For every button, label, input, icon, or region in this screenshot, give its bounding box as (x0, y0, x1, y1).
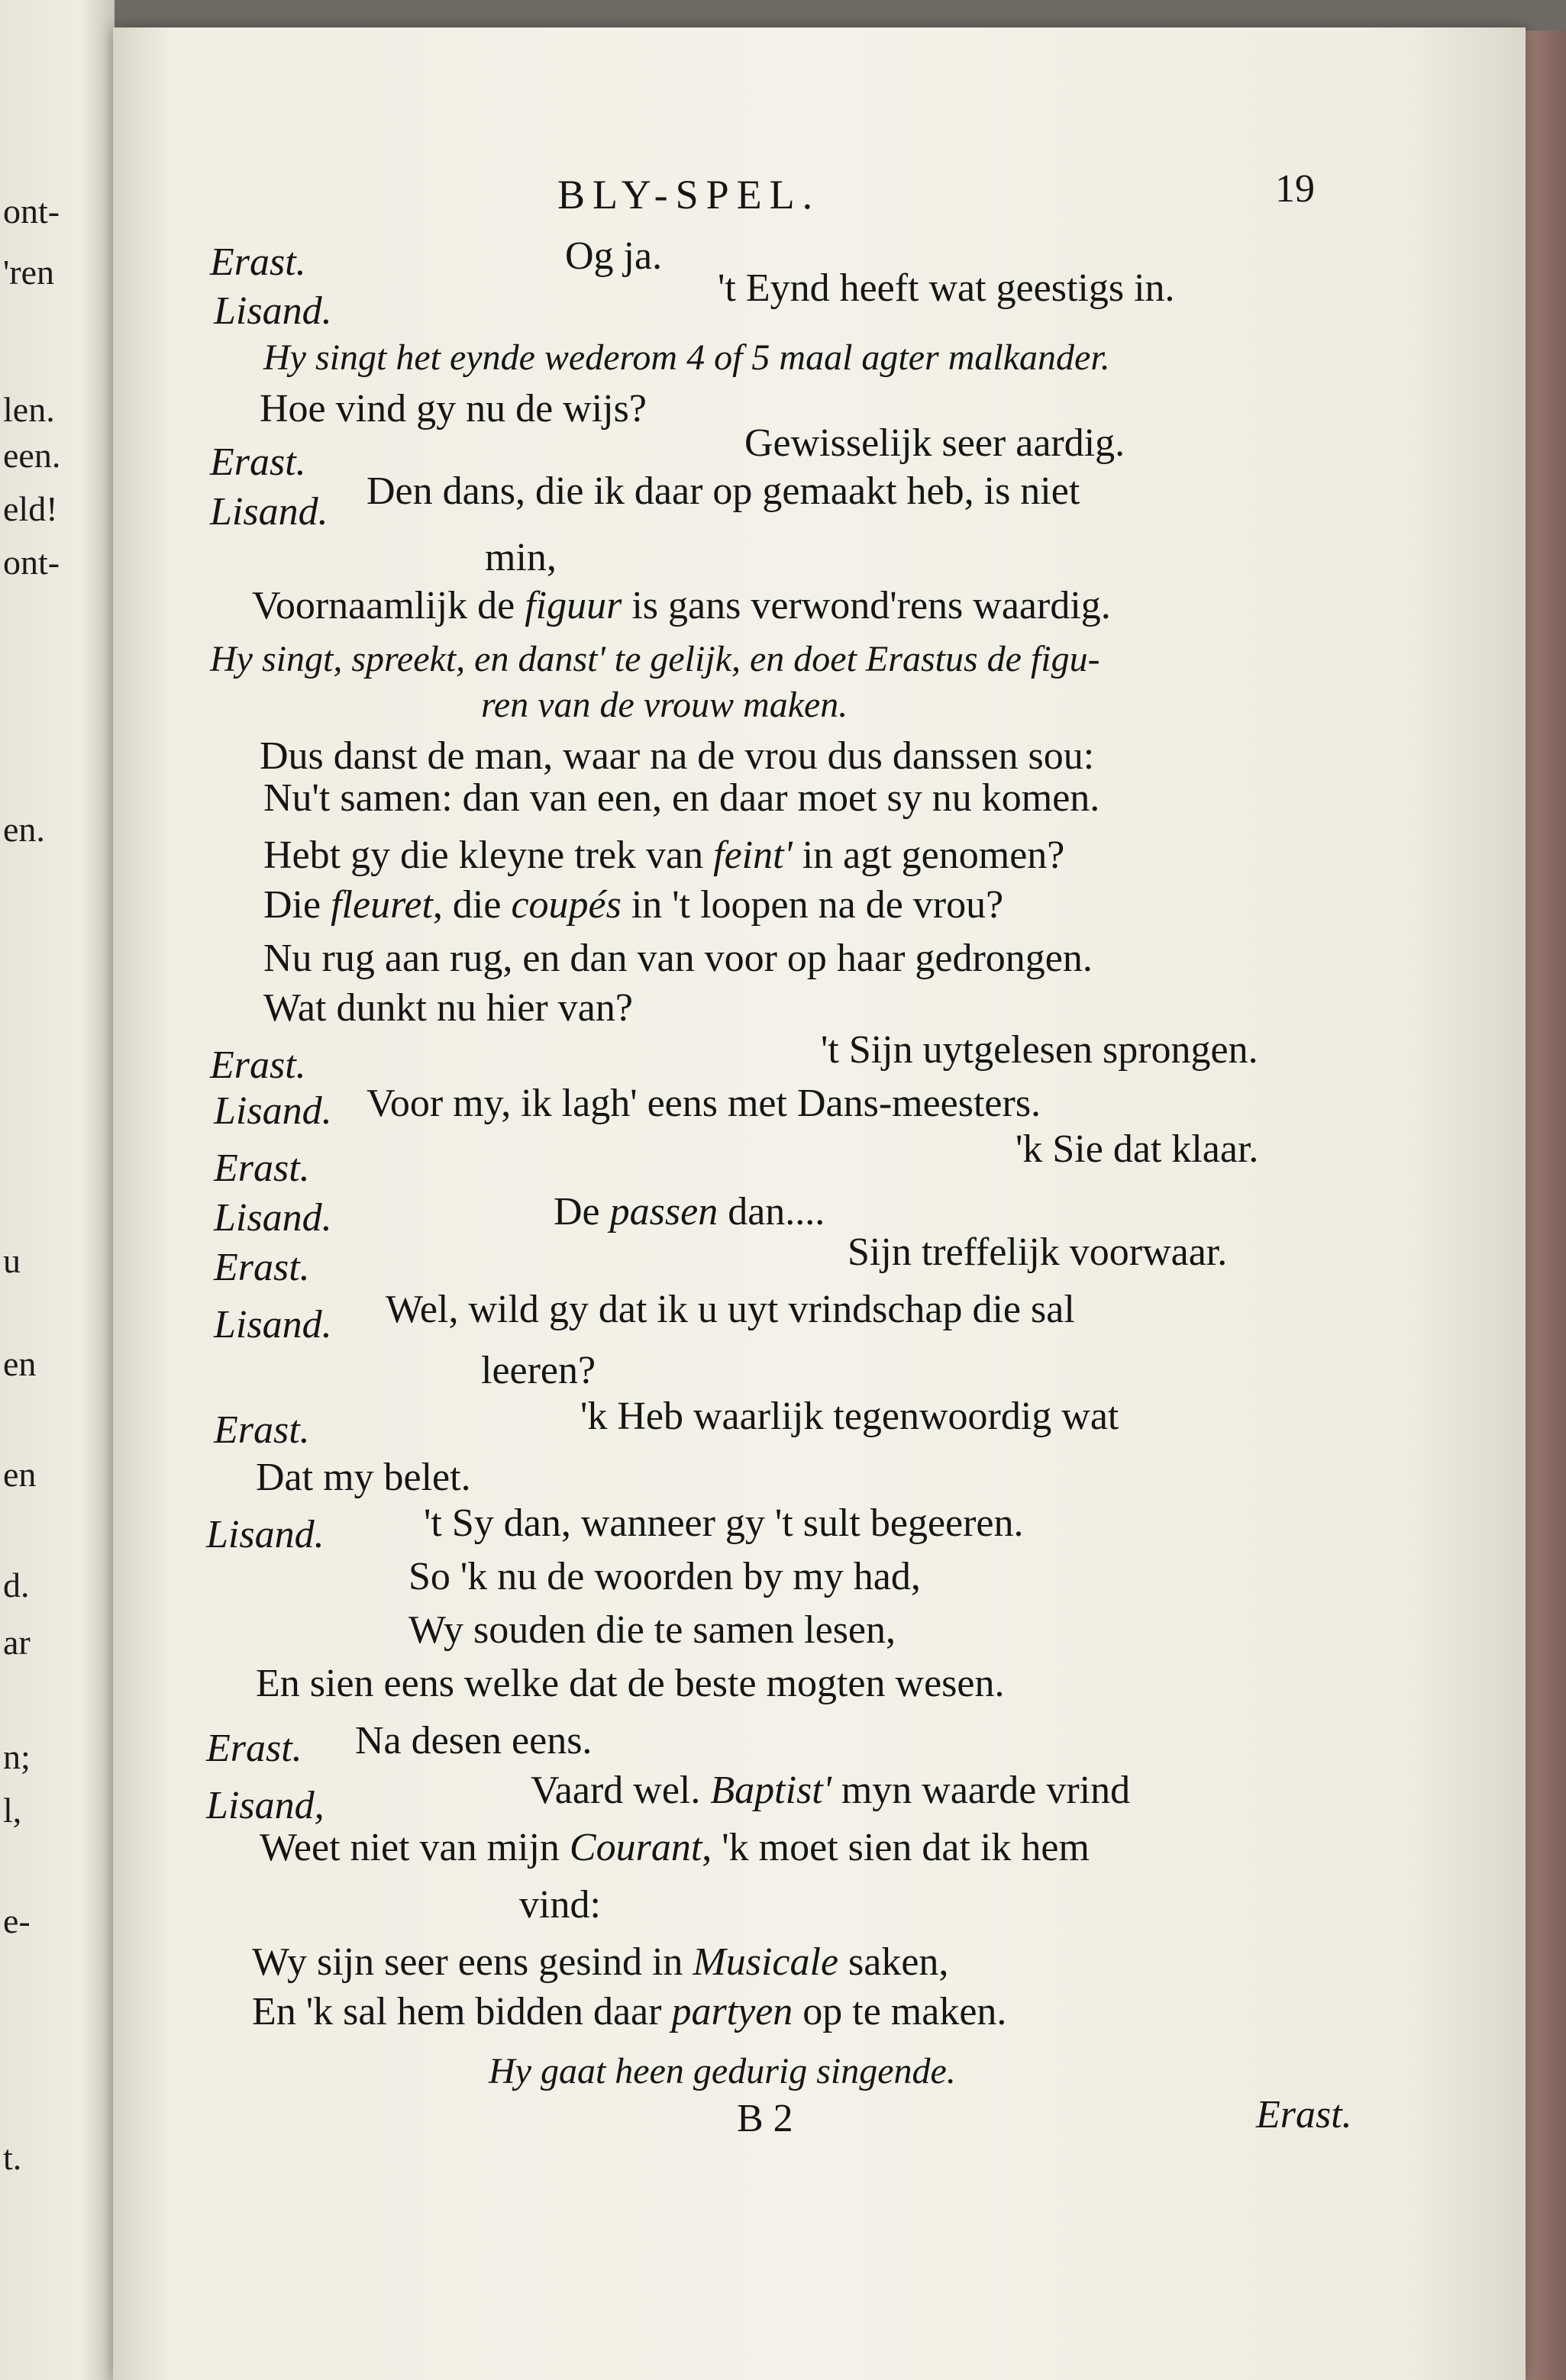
left-fragment: en (3, 1455, 37, 1494)
stage-direction: Hy gaat heen gedurig singende. (489, 2051, 956, 2091)
verse-line: Weet niet van mijn Courant, 'k moet sien dat ik hem (260, 1826, 1090, 1869)
verse-line: Gewisselijk seer aardig. (744, 421, 1125, 465)
left-fragment: ar (3, 1623, 31, 1662)
speaker: Lisand. (214, 1196, 332, 1240)
left-fragment: t. (3, 2138, 22, 2177)
verse-line: Vaard wel. Baptist' myn waarde vrind (531, 1769, 1131, 1812)
verse-line: leeren? (481, 1349, 596, 1392)
left-fragment: d. (3, 1566, 30, 1604)
speaker: Lisand. (210, 490, 328, 534)
stage-direction: Hy singt het eynde wederom 4 of 5 maal agter malkander. (263, 337, 1110, 378)
speaker: Erast. (210, 440, 306, 484)
left-fragment: ont- (3, 543, 60, 582)
speaker: Erast. (214, 1408, 310, 1452)
left-fragment: en. (3, 810, 45, 849)
verse-line: Die fleuret, die coupés in 't loopen na de vrou? (263, 883, 1004, 927)
verse-line: Nu't samen: dan van een, en daar moet sy nu komen. (263, 776, 1100, 820)
verse-line: En sien eens welke dat de beste mogten wesen. (256, 1662, 1005, 1705)
speaker: Erast. (210, 1043, 306, 1087)
verse-line: Dat my belet. (256, 1456, 471, 1499)
verse-line: 't Sy dan, wanneer gy 't sult begeeren. (424, 1501, 1024, 1545)
verse-line: vind: (519, 1883, 601, 1927)
verse-line: 'k Heb waarlijk tegenwoordig wat (580, 1395, 1119, 1438)
speaker: Erast. (214, 1246, 310, 1289)
left-fragment: en (3, 1344, 37, 1383)
left-facing-page (0, 0, 115, 2380)
verse-line: Wy souden die te samen lesen, (408, 1608, 896, 1652)
verse-line: min, (485, 536, 557, 579)
speaker: Lisand. (214, 1303, 332, 1346)
verse-line: Nu rug aan rug, en dan van voor op haar gedrongen. (263, 937, 1093, 980)
verse-line: Hoe vind gy nu de wijs? (260, 387, 647, 431)
speaker: Erast. (214, 1146, 310, 1190)
stage-direction: ren van de vrouw maken. (481, 685, 848, 725)
verse-line: So 'k nu de woorden by my had, (408, 1555, 921, 1598)
verse-line: 't Eynd heeft wat geestigs in. (718, 266, 1175, 310)
speaker: Erast. (206, 1727, 302, 1770)
verse-line: Na desen eens. (355, 1719, 592, 1762)
verse-line: Sijn treffelijk voorwaar. (848, 1230, 1228, 1274)
verse-line: Voor my, ik lagh' eens met Dans-meesters. (366, 1082, 1041, 1125)
speaker: Lisand, (206, 1784, 325, 1827)
speaker: Erast. (210, 240, 306, 284)
verse-line: Og ja. (565, 234, 663, 278)
verse-line: 'k Sie dat klaar. (1015, 1127, 1259, 1171)
verse-line: En 'k sal hem bidden daar partyen op te maken. (252, 1990, 1007, 2033)
left-fragment: len. (3, 390, 55, 429)
left-fragment: l, (3, 1791, 22, 1830)
left-fragment: u (3, 1241, 21, 1280)
left-fragment: n; (3, 1737, 31, 1776)
left-fragment: 'ren (3, 253, 55, 292)
verse-line: Hebt gy die kleyne trek van feint' in agt genomen? (263, 834, 1065, 877)
verse-line: Dus danst de man, waar na de vrou dus danssen sou: (260, 734, 1095, 778)
speaker: Lisand. (206, 1513, 325, 1556)
signature-mark: B 2 (737, 2097, 793, 2140)
page-number: 19 (1275, 167, 1315, 211)
left-fragment: e- (3, 1901, 31, 1940)
verse-line: De passen dan.... (554, 1190, 825, 1234)
speaker: Lisand. (214, 1089, 332, 1133)
catchword: Erast. (1256, 2093, 1352, 2137)
verse-line: Wel, wild gy dat ik u uyt vrindschap die sal (386, 1288, 1075, 1331)
verse-line: Wat dunkt nu hier van? (263, 986, 633, 1030)
verse-line: Wy sijn seer eens gesind in Musicale saken, (252, 1940, 949, 1984)
verse-line: 't Sijn uytgelesen sprongen. (821, 1028, 1258, 1072)
verse-line: Den dans, die ik daar op gemaakt heb, is niet (366, 469, 1080, 513)
speaker: Lisand. (214, 289, 332, 333)
left-fragment: een. (3, 436, 61, 475)
left-fragment: ont- (3, 192, 60, 231)
left-fragment: eld! (3, 489, 58, 528)
stage-direction: Hy singt, spreekt, en danst' te gelijk, en doet Erastus de figu- (210, 639, 1100, 679)
running-title: BLY-SPEL. (557, 172, 821, 218)
verse-line: Voornaamlijk de figuur is gans verwond'rens waardig. (252, 584, 1111, 627)
